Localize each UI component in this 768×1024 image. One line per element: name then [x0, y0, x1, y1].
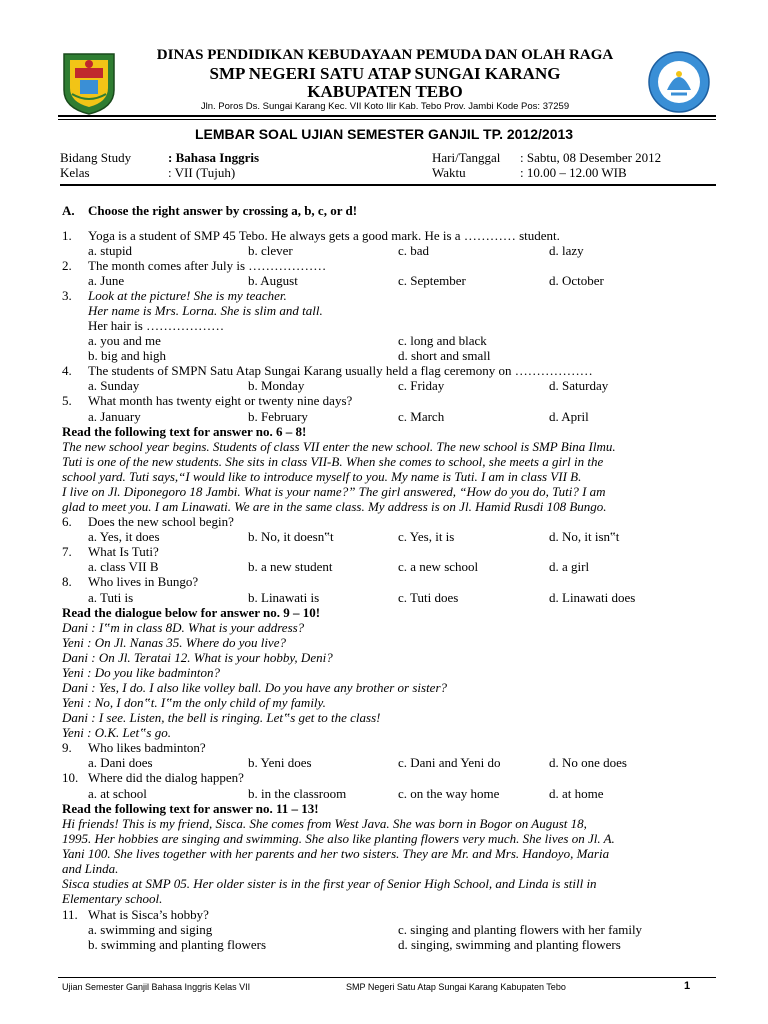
passage-line: Elementary school. [62, 891, 163, 906]
class-value: : VII (Tujuh) [168, 165, 236, 180]
option-b: b. a new student [248, 559, 333, 574]
reading-instruction: Read the following text for answer no. 11 – 13! [62, 801, 319, 816]
passage-line: I live on Jl. Diponegoro 18 Jambi. What is your name?” The girl answered, “How do you do, Tuti? I am [62, 484, 606, 499]
passage-line: The new school year begins. Students of class VII enter the new school. The new school is SMP Bina Ilmu. [62, 439, 616, 454]
header-address: Jln. Poros Ds. Sungai Karang Kec. VII Koto Ilir Kab. Tebo Prov. Jambi Kode Pos: 37259 [200, 101, 570, 112]
option-d: d. No, it isn‟t [549, 529, 620, 544]
option-a: a. Tuti is [88, 590, 134, 605]
question-text: Yoga is a student of SMP 45 Tebo. He always gets a good mark. He is a ………… student. [88, 228, 560, 243]
question-text: Her hair is ……………… [88, 318, 225, 333]
option-d: d. No one does [549, 755, 627, 770]
question-number: 1. [62, 228, 72, 243]
option-d: d. Linawati does [549, 590, 636, 605]
option-d: d. short and small [398, 348, 491, 363]
section-instruction: Choose the right answer by crossing a, b, c, or d! [88, 203, 358, 218]
passage-line: Tuti is one of the new students. She sits in class VII-B. When she comes to school, she meets a girl in the [62, 454, 604, 469]
header-rule-thick [58, 115, 716, 117]
option-b: b. swimming and planting flowers [88, 937, 267, 952]
option-b: b. clever [248, 243, 293, 258]
option-c: c. on the way home [398, 786, 500, 801]
option-b: b. in the classroom [248, 786, 347, 801]
option-a: a. Yes, it does [88, 529, 160, 544]
header-regency: KABUPATEN TEBO [307, 82, 463, 101]
dialogue-line: Yeni : On Jl. Nanas 35. Where do you live? [62, 635, 286, 650]
option-b: b. No, it doesn‟t [248, 529, 334, 544]
question-text: What Is Tuti? [88, 544, 159, 559]
option-d: d. Saturday [549, 378, 609, 393]
option-b: b. Linawati is [248, 590, 320, 605]
option-c: c. a new school [398, 559, 479, 574]
option-a: a. June [88, 273, 125, 288]
passage-line: Sisca studies at SMP 05. Her older sister is in the first year of Senior High School, and Linda is still in [62, 876, 597, 891]
footer-center: SMP Negeri Satu Atap Sungai Karang Kabupaten Tebo [346, 982, 566, 992]
footer-rule [58, 977, 716, 978]
option-d: d. lazy [549, 243, 584, 258]
question-text: Look at the picture! She is my teacher. [88, 288, 287, 303]
question-text: The month comes after July is ……………… [88, 258, 327, 273]
question-text: Who lives in Bungo? [88, 574, 199, 589]
exam-title: LEMBAR SOAL UJIAN SEMESTER GANJIL TP. 2012/2013 [194, 126, 574, 142]
option-c: c. bad [398, 243, 430, 258]
option-b: b. big and high [88, 348, 166, 363]
question-number: 9. [62, 740, 72, 755]
option-d: d. at home [549, 786, 604, 801]
option-c: c. singing and planting flowers with her family [398, 922, 643, 937]
passage-line: Yani 100. She lives together with her parents and her two sisters. They are Mr. and Mrs. Handoyo, Maria [62, 846, 610, 861]
question-number: 2. [62, 258, 72, 273]
passage-line: glad to meet you. I am Linawati. We are in the same class. My address is on Jl. Hamid Rusdi 108 Bungo. [62, 499, 607, 514]
subject-label: Bidang Study [60, 150, 132, 165]
question-number: 10. [62, 770, 79, 785]
dialogue-line: Dani : I‟m in class 8D. What is your address? [62, 620, 305, 635]
info-rule [60, 184, 716, 186]
regency-emblem-icon [58, 50, 120, 116]
dialogue-line: Yeni : O.K. Let‟s go. [62, 725, 171, 740]
class-label: Kelas [60, 165, 90, 180]
option-c: c. Tuti does [398, 590, 459, 605]
dialogue-line: Yeni : No, I don‟t. I‟m the only child of my family. [62, 695, 326, 710]
option-a: a. class VII B [88, 559, 159, 574]
option-c: c. long and black [398, 333, 487, 348]
question-text: What month has twenty eight or twenty nine days? [88, 393, 353, 408]
reading-instruction: Read the dialogue below for answer no. 9 – 10! [62, 605, 321, 620]
option-b: b. Monday [248, 378, 305, 393]
section-letter: A. [62, 203, 75, 218]
option-d: d. singing, swimming and planting flowers [398, 937, 621, 952]
question-number: 11. [62, 907, 78, 922]
question-number: 4. [62, 363, 72, 378]
option-c: c. Yes, it is [398, 529, 455, 544]
question-text: Her name is Mrs. Lorna. She is slim and tall. [88, 303, 323, 318]
dialogue-line: Yeni : Do you like badminton? [62, 665, 221, 680]
question-text: Does the new school begin? [88, 514, 234, 529]
tut-wuri-handayani-logo-icon [645, 50, 713, 114]
header-school: SMP NEGERI SATU ATAP SUNGAI KARANG [209, 64, 561, 83]
option-a: a. Dani does [88, 755, 153, 770]
passage-line: school yard. Tuti says,“I would like to introduce myself to you. My name is Tuti. I am in class VII B. [62, 469, 582, 484]
option-a: a. at school [88, 786, 147, 801]
question-number: 8. [62, 574, 72, 589]
dialogue-line: Dani : On Jl. Teratai 12. What is your hobby, Deni? [62, 650, 333, 665]
page-number: 1 [684, 980, 691, 992]
passage-line: 1995. Her hobbies are singing and swimming. She also like planting flowers very much. She lives on Jl. A. [62, 831, 615, 846]
subject-value: : Bahasa Inggris [168, 150, 260, 165]
question-number: 5. [62, 393, 72, 408]
day-value: : Sabtu, 08 Desember 2012 [520, 150, 662, 165]
header-rule-thin [58, 119, 716, 120]
option-d: d. a girl [549, 559, 590, 574]
reading-instruction: Read the following text for answer no. 6 – 8! [62, 424, 307, 439]
question-number: 3. [62, 288, 72, 303]
option-a: a. Sunday [88, 378, 140, 393]
option-b: b. February [248, 409, 308, 424]
option-a: a. January [88, 409, 141, 424]
question-text: Who likes badminton? [88, 740, 206, 755]
option-a: a. swimming and siging [88, 922, 213, 937]
question-number: 7. [62, 544, 72, 559]
question-text: What is Sisca’s hobby? [88, 907, 209, 922]
option-a: a. you and me [88, 333, 161, 348]
passage-line: and Linda. [62, 861, 119, 876]
option-c: c. Dani and Yeni do [398, 755, 501, 770]
option-c: c. March [398, 409, 445, 424]
footer-left: Ujian Semester Ganjil Bahasa Inggris Kelas VII [62, 982, 251, 992]
question-text: The students of SMPN Satu Atap Sungai Karang usually held a flag ceremony on ……………… [88, 363, 593, 378]
dialogue-line: Dani : Yes, I do. I also like volley ball. Do you have any brother or sister? [62, 680, 448, 695]
header-agency: DINAS PENDIDIKAN KEBUDAYAAN PEMUDA DAN OLAH RAGA [156, 47, 614, 63]
question-number: 6. [62, 514, 72, 529]
option-b: b. August [248, 273, 298, 288]
option-d: d. October [549, 273, 604, 288]
option-b: b. Yeni does [248, 755, 312, 770]
day-label: Hari/Tanggal [432, 150, 501, 165]
passage-line: Hi friends! This is my friend, Sisca. She comes from West Java. She was born in Bogor on August 18, [62, 816, 587, 831]
option-c: c. September [398, 273, 466, 288]
option-a: a. stupid [88, 243, 133, 258]
dialogue-line: Dani : I see. Listen, the bell is ringing. Let‟s get to the class! [62, 710, 381, 725]
time-value: : 10.00 – 12.00 WIB [520, 165, 627, 180]
option-c: c. Friday [398, 378, 445, 393]
question-text: Where did the dialog happen? [88, 770, 244, 785]
option-d: d. April [549, 409, 589, 424]
time-label: Waktu [432, 165, 466, 180]
